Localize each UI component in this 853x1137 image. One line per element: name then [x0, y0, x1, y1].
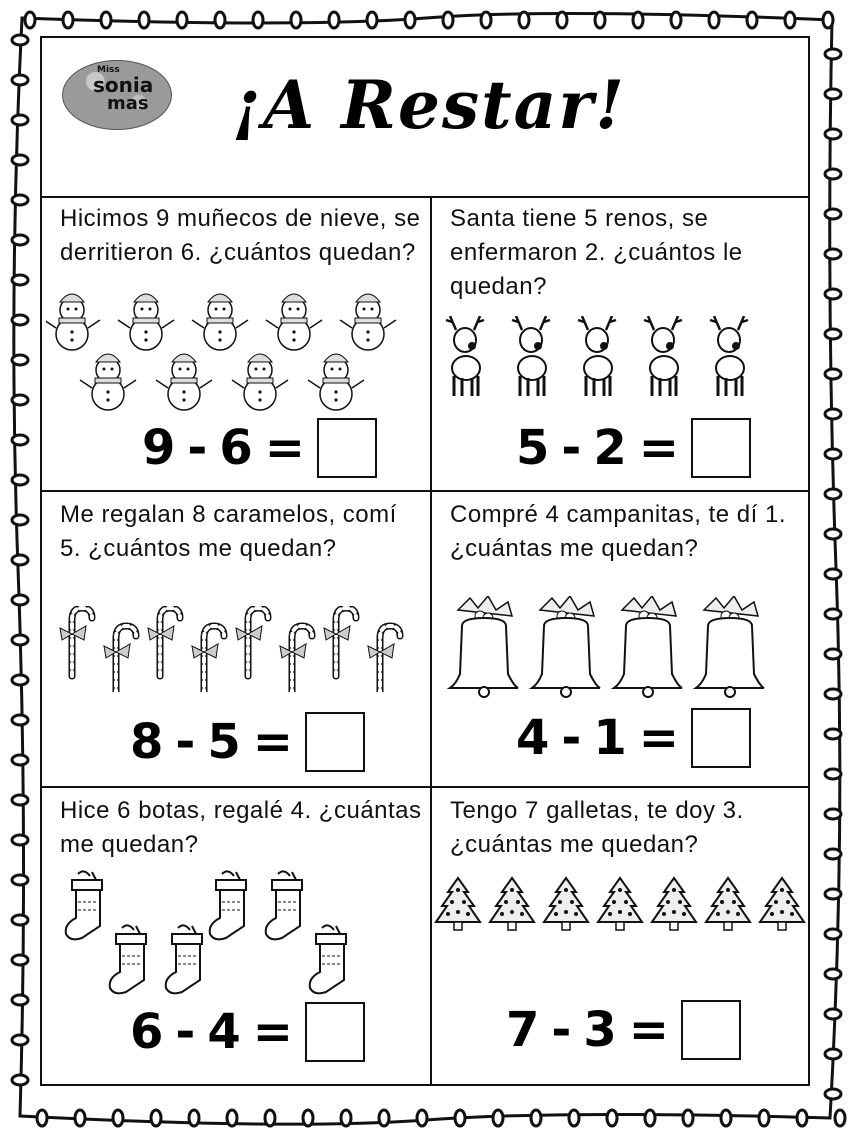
problem-cell-1: [42, 196, 432, 492]
candy-cane-icon: [236, 608, 268, 676]
cookie-tree-pictures: [432, 872, 808, 934]
stocking-icon: [210, 871, 246, 939]
answer-box[interactable]: [691, 708, 751, 768]
minus-sign: -: [175, 1004, 196, 1060]
light-bulb-icon: [785, 12, 795, 28]
light-bulb-icon: [825, 689, 841, 699]
light-bulb-icon: [825, 769, 841, 779]
equals-sign: =: [252, 1004, 293, 1060]
candy-cane-icon: [368, 626, 400, 692]
equals-sign: =: [252, 714, 293, 770]
problem-text: Hicimos 9 muñecos de nieve, se derritieron 6. ¿cuántos quedan?: [60, 205, 421, 266]
light-bulb-icon: [825, 249, 841, 259]
subtrahend: 4: [207, 1004, 241, 1060]
light-bulb-icon: [12, 715, 28, 725]
minus-sign: -: [561, 710, 582, 766]
answer-box[interactable]: [305, 712, 365, 772]
light-bulb-icon: [151, 1110, 161, 1126]
minuend: 5: [516, 420, 550, 476]
reindeer-icon: [512, 316, 550, 396]
light-bulb-icon: [37, 1110, 47, 1126]
light-bulb-icon: [75, 1110, 85, 1126]
light-bulb-icon: [595, 12, 605, 28]
light-bulb-icon: [645, 1110, 655, 1126]
light-bulb-icon: [12, 235, 28, 245]
light-bulb-icon: [797, 1110, 807, 1126]
bell-icon: [696, 596, 764, 697]
light-bulb-icon: [139, 12, 149, 28]
light-bulb-icon: [825, 409, 841, 419]
light-bulb-icon: [12, 35, 28, 45]
light-bulb-icon: [825, 449, 841, 459]
light-bulb-icon: [189, 1110, 199, 1126]
answer-box[interactable]: [317, 418, 377, 478]
subtrahend: 5: [207, 714, 241, 770]
problem-cell-4: [432, 492, 808, 788]
reindeer-icon: [644, 316, 682, 396]
page-title: ¡A Restar!: [232, 66, 627, 144]
cookie-tree-icon: [706, 878, 750, 930]
minus-sign: -: [561, 420, 582, 476]
bell-icon: [532, 596, 600, 697]
subtrahend: 1: [593, 710, 627, 766]
light-bulb-icon: [825, 889, 841, 899]
logo-name: sonia: [93, 73, 154, 97]
minuend: 6: [130, 1004, 164, 1060]
reindeer-icon: [710, 316, 748, 396]
stocking-pictures: [58, 870, 378, 1010]
light-bulb-icon: [825, 1009, 841, 1019]
light-bulb-icon: [12, 955, 28, 965]
equals-sign: =: [264, 420, 305, 476]
light-bulb-icon: [835, 1110, 845, 1126]
snowman-icon: [80, 354, 136, 410]
cookie-tree-icon: [490, 878, 534, 930]
logo-last: mas: [107, 93, 149, 114]
reindeer-icon: [578, 316, 616, 396]
light-bulb-icon: [253, 12, 263, 28]
equals-sign: =: [638, 710, 679, 766]
light-bulb-icon: [63, 12, 73, 28]
bell-icon: [450, 596, 518, 697]
light-bulb-icon: [265, 1110, 275, 1126]
light-bulb-icon: [12, 555, 28, 565]
light-bulb-icon: [825, 849, 841, 859]
light-bulb-icon: [569, 1110, 579, 1126]
light-bulb-icon: [825, 89, 841, 99]
light-bulb-icon: [825, 489, 841, 499]
equation: [516, 418, 751, 478]
equation: [506, 1000, 741, 1060]
cookie-tree-icon: [598, 878, 642, 930]
light-bulb-icon: [531, 1110, 541, 1126]
minuend: 4: [516, 710, 550, 766]
light-bulb-icon: [12, 355, 28, 365]
snowman-icon: [308, 354, 364, 410]
light-bulb-icon: [177, 12, 187, 28]
equation: [142, 418, 377, 478]
light-bulb-icon: [12, 875, 28, 885]
light-bulb-icon: [443, 12, 453, 28]
light-bulb-icon: [25, 12, 35, 28]
cookie-tree-icon: [436, 878, 480, 930]
equation: [130, 1002, 365, 1062]
light-bulb-icon: [291, 12, 301, 28]
light-bulb-icon: [101, 12, 111, 28]
light-bulb-icon: [709, 12, 719, 28]
light-bulb-icon: [481, 12, 491, 28]
snowman-pictures: [46, 292, 426, 422]
problem-cell-5: [42, 788, 432, 1084]
light-bulb-icon: [825, 169, 841, 179]
light-bulb-icon: [12, 915, 28, 925]
light-bulb-icon: [825, 49, 841, 59]
light-bulb-icon: [12, 75, 28, 85]
bell-pictures: [442, 596, 802, 704]
light-bulb-icon: [341, 1110, 351, 1126]
stocking-icon: [310, 925, 346, 993]
candy-cane-icon: [192, 626, 224, 692]
answer-box[interactable]: [681, 1000, 741, 1060]
light-bulb-icon: [215, 12, 225, 28]
light-bulb-icon: [12, 195, 28, 205]
light-bulb-icon: [493, 1110, 503, 1126]
problem-text: Hice 6 botas, regalé 4. ¿cuántas me quedan?: [60, 797, 422, 858]
light-bulb-icon: [747, 12, 757, 28]
minus-sign: -: [175, 714, 196, 770]
light-bulb-icon: [227, 1110, 237, 1126]
light-bulb-icon: [405, 12, 415, 28]
reindeer-pictures: [440, 316, 800, 416]
light-bulb-icon: [607, 1110, 617, 1126]
light-bulb-icon: [825, 929, 841, 939]
equals-sign: =: [638, 420, 679, 476]
light-bulb-icon: [671, 12, 681, 28]
snowman-icon: [192, 294, 248, 350]
light-bulb-icon: [519, 12, 529, 28]
stocking-icon: [266, 871, 302, 939]
candy-cane-icon: [324, 608, 356, 676]
equation: [130, 712, 365, 772]
problem-cell-6: [432, 788, 808, 1084]
equals-sign: =: [628, 1002, 669, 1058]
problem-cell-3: [42, 492, 432, 788]
light-bulb-icon: [12, 995, 28, 1005]
light-bulb-icon: [825, 609, 841, 619]
light-bulb-icon: [721, 1110, 731, 1126]
candy-cane-icon: [280, 626, 312, 692]
stocking-icon: [110, 925, 146, 993]
light-bulb-icon: [12, 155, 28, 165]
light-bulb-icon: [303, 1110, 313, 1126]
light-bulb-icon: [12, 595, 28, 605]
snowman-icon: [118, 294, 174, 350]
logo-small-text: Miss: [97, 65, 120, 75]
light-bulb-icon: [12, 1075, 28, 1085]
answer-box[interactable]: [305, 1002, 365, 1062]
light-bulb-icon: [12, 835, 28, 845]
light-bulb-icon: [557, 12, 567, 28]
problem-cell-2: [432, 196, 808, 492]
answer-box[interactable]: [691, 418, 751, 478]
minuend: 8: [130, 714, 164, 770]
bell-icon: [614, 596, 682, 697]
subtrahend: 6: [219, 420, 253, 476]
subtrahend: 2: [593, 420, 627, 476]
light-bulb-icon: [12, 515, 28, 525]
light-bulb-icon: [12, 635, 28, 645]
light-bulb-icon: [12, 315, 28, 325]
minus-sign: -: [187, 420, 208, 476]
snowman-icon: [266, 294, 322, 350]
candy-cane-pictures: [54, 606, 414, 692]
minus-sign: -: [551, 1002, 572, 1058]
cookie-tree-icon: [544, 878, 588, 930]
minuend: 7: [506, 1002, 540, 1058]
light-bulb-icon: [825, 729, 841, 739]
subtrahend: 3: [583, 1002, 617, 1058]
light-bulb-icon: [367, 12, 377, 28]
stocking-icon: [166, 925, 202, 993]
light-bulb-icon: [825, 369, 841, 379]
light-bulb-icon: [329, 12, 339, 28]
light-bulb-icon: [12, 395, 28, 405]
snowman-icon: [232, 354, 288, 410]
light-bulb-icon: [417, 1110, 427, 1126]
stocking-icon: [66, 871, 102, 939]
light-bulb-icon: [825, 969, 841, 979]
light-bulb-icon: [825, 649, 841, 659]
minuend: 9: [142, 420, 176, 476]
light-bulb-icon: [823, 12, 833, 28]
problem-text: Santa tiene 5 renos, se enfermaron 2. ¿cuántos le quedan?: [450, 205, 743, 300]
problem-text: Me regalan 8 caramelos, comí 5. ¿cuántos me quedan?: [60, 501, 397, 562]
snowman-icon: [156, 354, 212, 410]
light-bulb-icon: [825, 1049, 841, 1059]
light-bulb-icon: [12, 795, 28, 805]
snowman-icon: [340, 294, 396, 350]
light-bulb-icon: [12, 675, 28, 685]
light-bulb-icon: [12, 1035, 28, 1045]
candy-cane-icon: [148, 608, 180, 676]
light-bulb-icon: [12, 475, 28, 485]
candy-cane-icon: [104, 626, 136, 692]
light-bulb-icon: [12, 275, 28, 285]
light-bulb-icon: [825, 129, 841, 139]
light-bulb-icon: [825, 529, 841, 539]
light-bulb-icon: [455, 1110, 465, 1126]
light-bulb-icon: [12, 115, 28, 125]
reindeer-icon: [446, 316, 484, 396]
light-bulb-icon: [825, 329, 841, 339]
light-bulb-icon: [825, 1089, 841, 1099]
cookie-tree-icon: [652, 878, 696, 930]
light-bulb-icon: [759, 1110, 769, 1126]
light-bulb-icon: [825, 209, 841, 219]
light-bulb-icon: [12, 755, 28, 765]
light-bulb-icon: [825, 569, 841, 579]
equation: [516, 708, 751, 768]
light-bulb-icon: [12, 435, 28, 445]
light-bulb-icon: [825, 809, 841, 819]
logo: [62, 60, 172, 130]
problem-text: Compré 4 campanitas, te dí 1. ¿cuántas me quedan?: [450, 501, 786, 562]
light-bulb-icon: [633, 12, 643, 28]
header: [42, 38, 808, 198]
worksheet: [40, 36, 810, 1086]
cookie-tree-icon: [760, 878, 804, 930]
light-bulb-icon: [683, 1110, 693, 1126]
problem-text: Tengo 7 galletas, te doy 3. ¿cuántas me quedan?: [450, 797, 744, 858]
snowman-icon: [46, 294, 100, 350]
light-bulb-icon: [379, 1110, 389, 1126]
light-bulb-icon: [113, 1110, 123, 1126]
candy-cane-icon: [60, 608, 92, 676]
problem-grid: [42, 196, 808, 1084]
light-bulb-icon: [825, 289, 841, 299]
